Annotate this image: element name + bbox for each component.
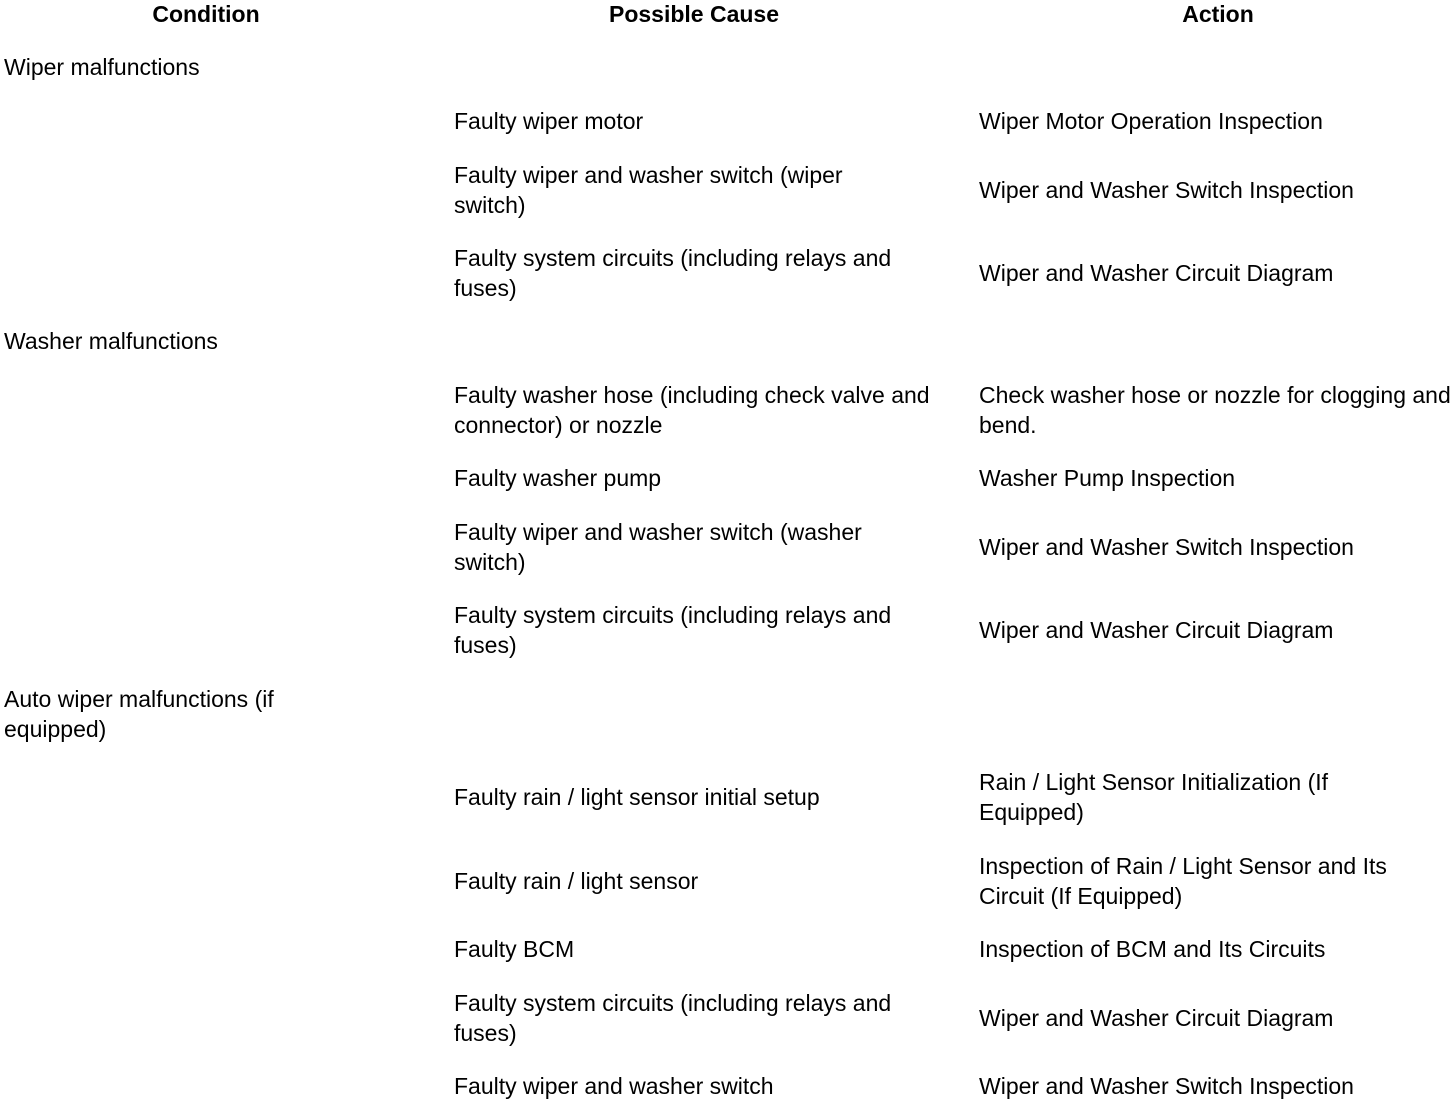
cause-cell: Faulty wiper motor <box>454 108 644 134</box>
condition-wiper-malfunctions: Wiper malfunctions <box>4 54 200 80</box>
table-row <box>0 1071 1456 1101</box>
cause-cell: Faulty wiper and washer switch <box>454 1073 774 1099</box>
action-cell: Wiper and Washer Circuit Diagram <box>979 617 1334 643</box>
table-row <box>0 160 1456 220</box>
table-row <box>0 851 1456 911</box>
cause-cell: Faulty system circuits (including relays and fuses) <box>454 990 892 1046</box>
table-row <box>0 600 1456 660</box>
cause-cell: Faulty rain / light sensor <box>454 868 699 894</box>
table-header <box>0 0 1456 30</box>
cause-cell: Faulty system circuits (including relays and fuses) <box>454 602 892 658</box>
action-cell: Washer Pump Inspection <box>979 465 1236 491</box>
header-possible-cause: Possible Cause <box>608 1 780 27</box>
action-cell: Wiper and Washer Switch Inspection <box>979 177 1354 203</box>
action-cell: Inspection of Rain / Light Sensor and Its Circuit (If Equipped) <box>979 853 1387 909</box>
cause-cell: Faulty BCM <box>454 936 575 962</box>
action-cell: Wiper and Washer Circuit Diagram <box>979 260 1334 286</box>
cause-cell: Faulty system circuits (including relays and fuses) <box>454 245 892 301</box>
cause-cell: Faulty rain / light sensor initial setup <box>454 784 820 810</box>
action-cell: Wiper and Washer Switch Inspection <box>979 534 1354 560</box>
table-row <box>0 767 1456 827</box>
table-row <box>0 934 1456 964</box>
condition-washer-malfunctions: Washer malfunctions <box>4 328 218 354</box>
cause-cell: Faulty washer pump <box>454 465 662 491</box>
action-cell: Wiper Motor Operation Inspection <box>979 108 1323 134</box>
action-cell: Wiper and Washer Circuit Diagram <box>979 1005 1334 1031</box>
action-cell: Rain / Light Sensor Initialization (If Equipped) <box>979 769 1329 825</box>
table-row <box>0 380 1456 440</box>
header-condition: Condition <box>152 1 260 27</box>
action-cell: Check washer hose or nozzle for clogging and bend. <box>979 382 1451 438</box>
condition-auto-wiper-malfunctions: Auto wiper malfunctions (if equipped) <box>4 686 274 742</box>
table-row <box>0 243 1456 303</box>
header-action: Action <box>1182 1 1254 27</box>
table-row <box>0 106 1456 136</box>
action-cell: Wiper and Washer Switch Inspection <box>979 1073 1354 1099</box>
cause-cell: Faulty washer hose (including check valve and connector) or nozzle <box>454 382 930 438</box>
table-row <box>0 517 1456 577</box>
table-row <box>0 988 1456 1048</box>
cause-cell: Faulty wiper and washer switch (washer switch) <box>454 519 862 575</box>
table-row <box>0 463 1456 493</box>
action-cell: Inspection of BCM and Its Circuits <box>979 936 1326 962</box>
cause-cell: Faulty wiper and washer switch (wiper switch) <box>454 162 843 218</box>
